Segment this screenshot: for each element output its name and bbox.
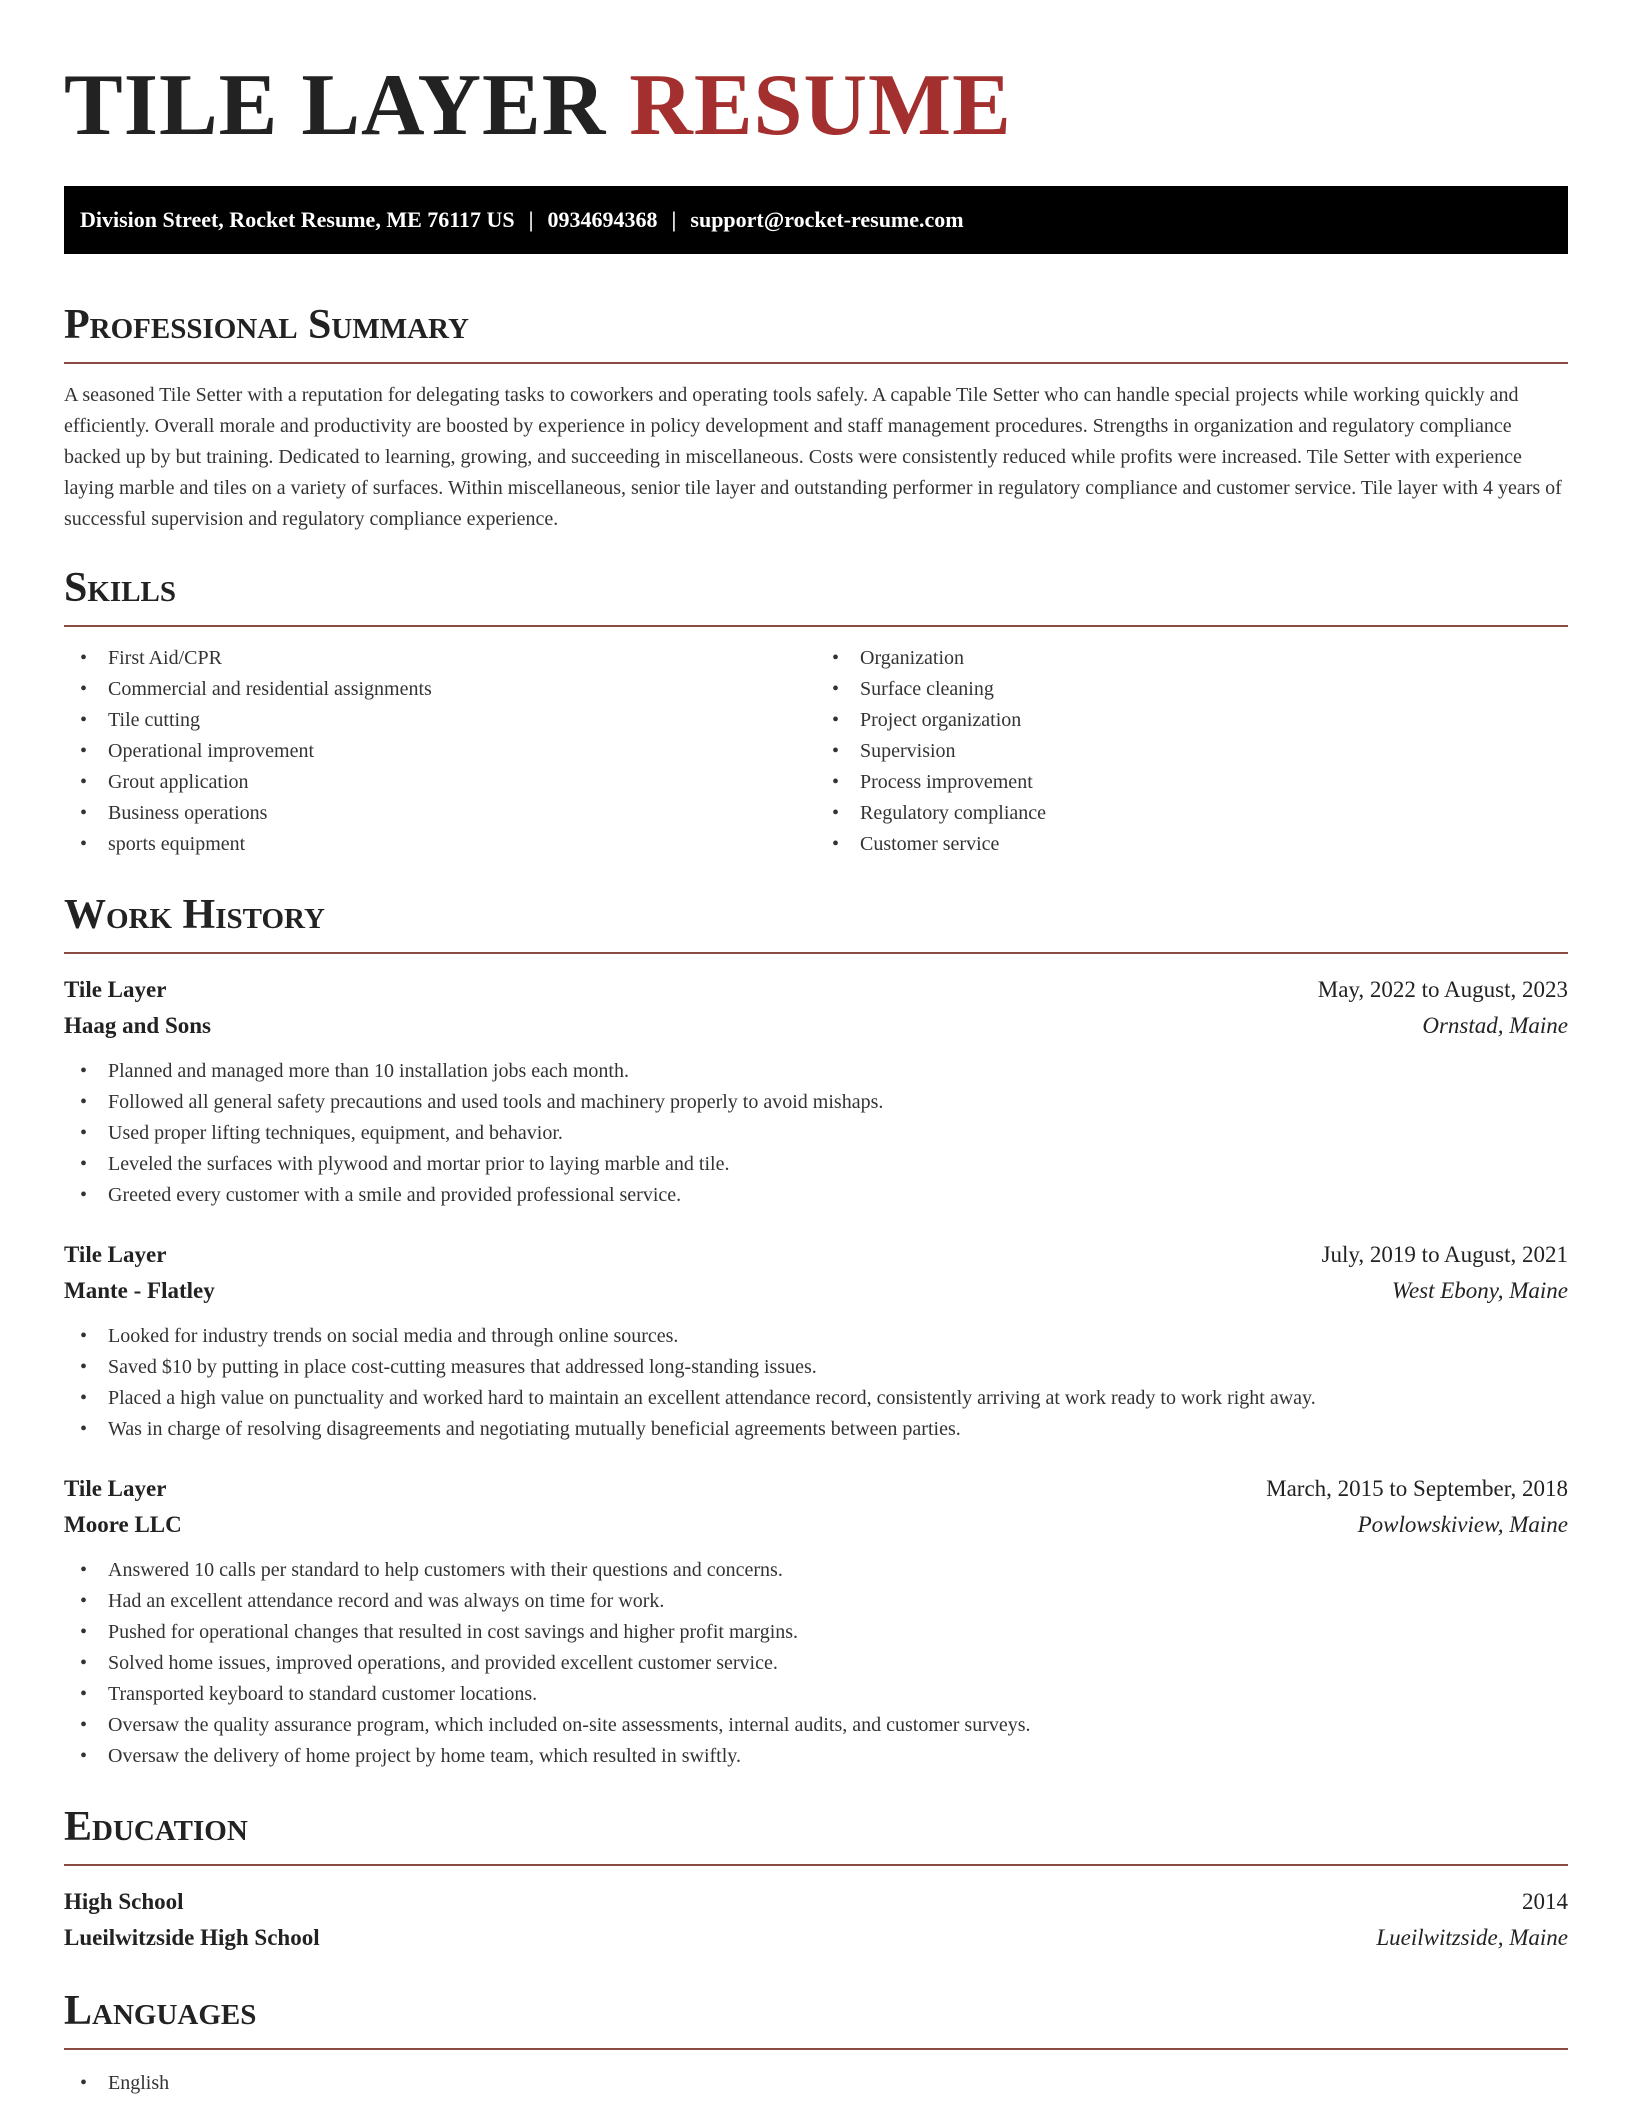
job-bullet: • Leveled the surfaces with plywood and mortar prior to laying marble and tile. [64, 1149, 1568, 1180]
education-school: Lueilwitzside High School [64, 1925, 320, 1950]
skill-item: • Tile cutting [64, 705, 816, 736]
section-divider [64, 1864, 1568, 1866]
job-header-row [64, 1237, 1568, 1273]
job-bullets [64, 1056, 1568, 1211]
job-dates: May, 2022 to August, 2023 [1317, 977, 1568, 1002]
skills-list-right [816, 643, 1568, 860]
contact-email: support@rocket-resume.com [690, 207, 964, 232]
job-entry [64, 972, 1568, 1211]
skill-item: • Regulatory compliance [816, 798, 1568, 829]
skill-item: • Project organization [816, 705, 1568, 736]
section-divider [64, 2048, 1568, 2050]
section-divider [64, 952, 1568, 954]
skill-item: • First Aid/CPR [64, 643, 816, 674]
job-bullet: • Was in charge of resolving disagreements and negotiating mutually beneficial agreements between parties. [64, 1414, 1568, 1445]
summary-heading: Professional Summary [64, 302, 469, 348]
job-bullet: • Solved home issues, improved operations, and provided excellent customer service. [64, 1648, 1568, 1679]
languages-list [64, 2068, 1568, 2099]
education-subheader-row [64, 1920, 1568, 1956]
skill-item: • Customer service [816, 829, 1568, 860]
skills-list-left [64, 643, 816, 860]
job-subheader-row [64, 1273, 1568, 1309]
job-company: Haag and Sons [64, 1013, 212, 1038]
education-entry [64, 1884, 1568, 1956]
title-main: TILE LAYER [64, 57, 607, 154]
job-bullet: • Saved $10 by putting in place cost-cutting measures that addressed long-standing issues. [64, 1352, 1568, 1383]
skill-item: • Operational improvement [64, 736, 816, 767]
job-bullets [64, 1321, 1568, 1445]
skills-section [64, 567, 1568, 860]
skill-item: • Supervision [816, 736, 1568, 767]
job-bullet: • Looked for industry trends on social media and through online sources. [64, 1321, 1568, 1352]
job-bullet: • Greeted every customer with a smile and provided professional service. [64, 1180, 1568, 1211]
skill-item: • Commercial and residential assignments [64, 674, 816, 705]
contact-phone: 0934694368 [547, 207, 658, 232]
job-subheader-row [64, 1507, 1568, 1543]
job-dates: March, 2015 to September, 2018 [1266, 1476, 1568, 1501]
job-bullet: • Used proper lifting techniques, equipment, and behavior. [64, 1118, 1568, 1149]
job-bullet: • Pushed for operational changes that resulted in cost savings and higher profit margins. [64, 1617, 1568, 1648]
skill-item: • Organization [816, 643, 1568, 674]
job-bullet: • Followed all general safety precautions and used tools and machinery properly to avoid mishaps. [64, 1087, 1568, 1118]
contact-bar [64, 186, 1568, 254]
title-accent: RESUME [629, 57, 1012, 154]
languages-heading: Languages [64, 1988, 257, 2034]
job-bullet: • Transported keyboard to standard customer locations. [64, 1679, 1568, 1710]
contact-separator: | [528, 207, 534, 232]
skills-heading: Skills [64, 565, 177, 611]
job-bullet: • Had an excellent attendance record and was always on time for work. [64, 1586, 1568, 1617]
language-item: • English [64, 2068, 1568, 2099]
education-location: Lueilwitzside, Maine [1376, 1925, 1568, 1950]
job-bullet: • Answered 10 calls per standard to help customers with their questions and concerns. [64, 1555, 1568, 1586]
summary-text: A seasoned Tile Setter with a reputation for delegating tasks to coworkers and operating tools safely. A capable Tile Setter who can handle special projects while working quickly and efficiently. Overall morale and productivity are boosted by experience in policy development and staff management procedures. Strengths in organization and regulatory compliance backed up by but training. Dedicated to learning, growing, and succeeding in miscellaneous. Costs were consistently reduced while profits were increased. Tile Setter with experience laying marble and tiles on a variety of surfaces. Within miscellaneous, senior tile layer and outstanding performer in regulatory compliance and customer service. Tile layer with 4 years of successful supervision and regulatory compliance experience. [64, 384, 1562, 530]
resume-title [64, 48, 1568, 154]
job-bullets [64, 1555, 1568, 1772]
education-heading: Education [64, 1804, 248, 1850]
job-location: Powlowskiview, Maine [1357, 1512, 1568, 1537]
job-bullet: • Placed a high value on punctuality and worked hard to maintain an excellent attendance record, consistently arriving at work ready to work right away. [64, 1383, 1568, 1414]
job-title: Tile Layer [64, 1476, 167, 1501]
job-entry [64, 1237, 1568, 1445]
skills-grid [64, 643, 1568, 860]
skill-item: • Process improvement [816, 767, 1568, 798]
job-title: Tile Layer [64, 1242, 167, 1267]
skill-item: • Business operations [64, 798, 816, 829]
job-bullet: • Oversaw the delivery of home project by home team, which resulted in swiftly. [64, 1741, 1568, 1772]
languages-section [64, 1990, 1568, 2099]
job-bullet: • Planned and managed more than 10 installation jobs each month. [64, 1056, 1568, 1087]
job-bullet: • Oversaw the quality assurance program, which included on-site assessments, internal audits, and customer surveys. [64, 1710, 1568, 1741]
education-header-row [64, 1884, 1568, 1920]
work-history-section [64, 894, 1568, 1772]
job-header-row [64, 972, 1568, 1008]
work-history-heading: Work History [64, 892, 325, 938]
job-header-row [64, 1471, 1568, 1507]
contact-separator: | [671, 207, 677, 232]
skill-item: • Grout application [64, 767, 816, 798]
education-degree: High School [64, 1889, 184, 1914]
job-location: Ornstad, Maine [1422, 1013, 1568, 1038]
job-subheader-row [64, 1008, 1568, 1044]
section-divider [64, 362, 1568, 364]
skill-item: • Surface cleaning [816, 674, 1568, 705]
education-year: 2014 [1522, 1889, 1568, 1914]
job-location: West Ebony, Maine [1391, 1278, 1568, 1303]
contact-address: Division Street, Rocket Resume, ME 76117 US [80, 207, 515, 232]
section-divider [64, 625, 1568, 627]
education-section [64, 1806, 1568, 1956]
job-title: Tile Layer [64, 977, 167, 1002]
skill-item: • sports equipment [64, 829, 816, 860]
job-dates: July, 2019 to August, 2021 [1321, 1242, 1568, 1267]
job-entry [64, 1471, 1568, 1772]
job-company: Mante - Flatley [64, 1278, 215, 1303]
job-company: Moore LLC [64, 1512, 182, 1537]
summary-section [64, 304, 1568, 535]
